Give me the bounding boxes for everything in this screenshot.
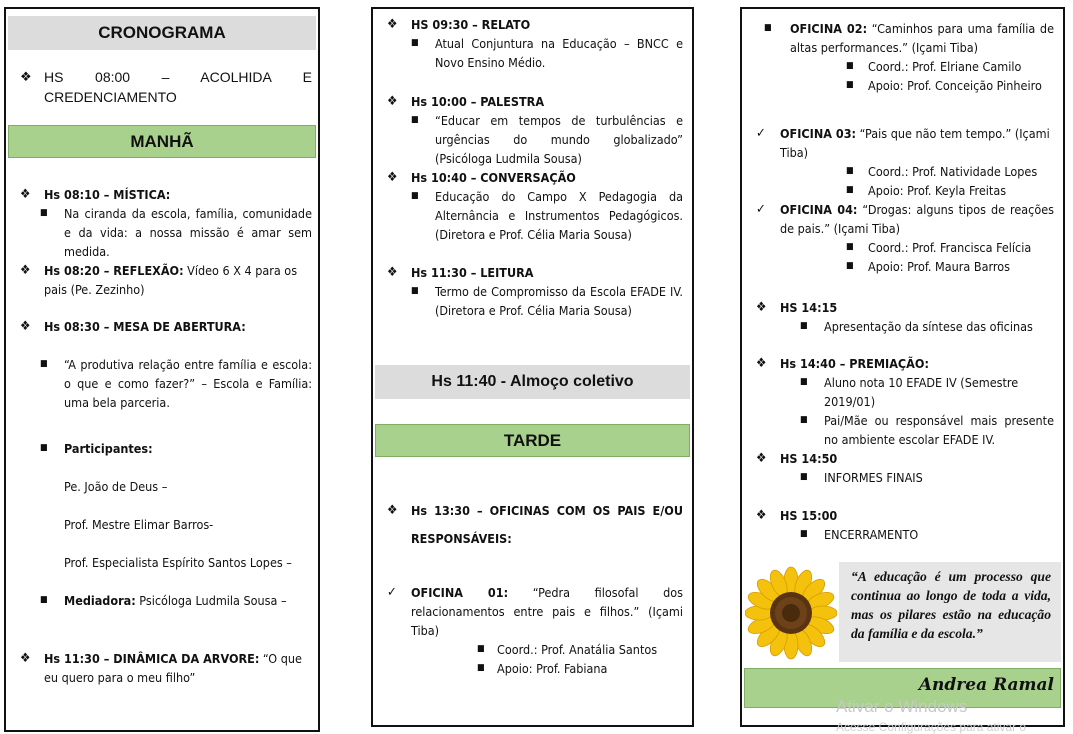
manha-band: MANHÃ [8,125,316,158]
oficina2-coord: Coord.: Prof. Elriane Camilo [868,59,1022,74]
oficina3-label: OFICINA 03: [780,126,857,141]
square-bullet-icon: ■ [477,644,485,654]
square-bullet-icon: ■ [800,377,808,387]
hs1500-text: ENCERRAMENTO [824,527,919,542]
windows-activation-subtext: Acesse Configurações para ativar o [836,720,1027,734]
conversacao-text: Educação do Campo X Pedagogia da Alternância e Instrumentos Pedagógicos. (Diretora e Prof. Célia Maria Sousa) [435,189,683,242]
square-bullet-icon: ■ [40,595,48,605]
square-bullet-icon: ■ [846,185,854,195]
oficina1-apoio: Apoio: Prof. Fabiana [497,661,608,676]
square-bullet-icon: ■ [411,38,419,48]
dinamica-title: Hs 11:30 – DINÂMICA DA ARVORE: [44,651,260,666]
oficina2-item [764,19,1054,95]
reflexao-title: Hs 08:20 – REFLEXÃO: [44,263,184,278]
diamond-bullet-icon: ❖ [756,451,767,466]
square-bullet-icon: ■ [846,242,854,252]
square-bullet-icon: ■ [411,115,419,125]
check-icon: ✓ [387,585,397,600]
square-bullet-icon: ■ [846,80,854,90]
mediadora-text: Psicóloga Ludmila Sousa – [135,593,287,608]
participantes-label: Participantes: [64,441,153,456]
square-bullet-icon: ■ [800,415,808,425]
check-icon: ✓ [756,126,766,141]
hs1450-item [756,449,1054,487]
dinamica-item [20,649,312,687]
tarde-band: TARDE [375,424,690,457]
panel-encerramento [740,7,1065,727]
diamond-bullet-icon: ❖ [756,508,767,523]
relato-text: Atual Conjuntura na Educação – BNCC e Novo Ensino Médio. [435,36,683,70]
square-bullet-icon: ■ [846,166,854,176]
abertura-text: “A produtiva relação entre família e escola: o que e como fazer?” – Escola e Família: uma bela parceria. [64,357,312,410]
square-bullet-icon: ■ [846,61,854,71]
conversacao-title: Hs 10:40 – CONVERSAÇÃO [411,170,576,185]
leitura-title: Hs 11:30 – LEITURA [411,265,534,280]
signature-author: Andrea Ramal [918,675,1054,695]
oficina4-apoio: Apoio: Prof. Maura Barros [868,259,1010,274]
diamond-bullet-icon: ❖ [756,300,767,315]
participantes-item [40,439,312,458]
premiacao-item [756,354,1054,449]
oficina2-apoio: Apoio: Prof. Conceição Pinheiro [868,78,1042,93]
oficina1-label: OFICINA 01: [411,585,509,600]
hs1500-item [756,506,1054,544]
leitura-text: Termo de Compromisso da Escola EFADE IV. (Diretora e Prof. Célia Maria Sousa) [435,284,683,318]
leitura-item [387,263,683,320]
almoco-band: Hs 11:40 - Almoço coletivo [375,365,690,399]
hs1450-title: HS 14:50 [780,451,838,466]
hs1415-title: HS 14:15 [780,300,838,315]
cronograma-title: CRONOGRAMA [8,16,316,50]
hs1500-title: HS 15:00 [780,508,838,523]
oficina3-text: “Pais que não tem tempo.” (Içami Tiba) [780,126,1050,160]
reflexao-text: Vídeo 6 X 4 para os pais (Pe. Zezinho) [44,263,298,297]
participante-2: Prof. Mestre Elimar Barros- [64,517,214,532]
oficina1-coord: Coord.: Prof. Anatália Santos [497,642,658,657]
square-bullet-icon: ■ [411,286,419,296]
palestra-item [387,92,683,168]
dinamica-text: “O que eu quero para o meu filho” [44,651,302,685]
abertura-desc [40,355,312,412]
windows-activation-watermark: Ativar o Windows [836,697,968,716]
square-bullet-icon: ■ [800,472,808,482]
diamond-bullet-icon: ❖ [387,503,398,518]
participante-3: Prof. Especialista Espírito Santos Lopes – [64,555,292,570]
premiacao-title: Hs 14:40 – PREMIAÇÃO: [780,356,929,371]
premiacao-2: Pai/Mãe ou responsável mais presente no ambiente escolar EFADE IV. [824,413,1054,447]
mediadora-label: Mediadora: [64,593,136,608]
palestra-text: “Educar em tempos de turbulências e urgências do mundo globalizado” (Psicóloga Ludmila Sousa) [435,113,683,166]
diamond-bullet-icon: ❖ [20,263,31,278]
diamond-bullet-icon: ❖ [20,187,31,202]
oficina4-item [756,200,1054,276]
participante-1: Pe. João de Deus – [64,479,168,494]
diamond-bullet-icon: ❖ [20,69,32,84]
mistica-text: Na ciranda da escola, família, comunidade e da vida: a nossa missão é amar sem medida. [64,206,312,259]
panel-manha [4,7,320,732]
oficina2-text: “Caminhos para uma família de altas performances.” (Içami Tiba) [790,21,1054,55]
square-bullet-icon: ■ [411,191,419,201]
square-bullet-icon: ■ [40,359,48,369]
hs1415-item [756,298,1054,336]
oficina4-label: OFICINA 04: [780,202,858,217]
diamond-bullet-icon: ❖ [387,265,398,280]
panel-tarde [371,7,694,727]
oficina4-text: “Drogas: alguns tipos de reações de pais.” (Içami Tiba) [780,202,1054,236]
abertura-item [20,317,312,336]
sunflower-icon [745,565,837,661]
diamond-bullet-icon: ❖ [387,94,398,109]
check-icon: ✓ [756,202,766,217]
oficina2-label: OFICINA 02: [790,21,868,36]
acolhida-text: HS 08:00 – ACOLHIDA E CREDENCIAMENTO [44,69,312,105]
oficinas-item [387,497,683,553]
square-bullet-icon: ■ [764,23,772,33]
square-bullet-icon: ■ [477,663,485,673]
hs1415-text: Apresentação da síntese das oficinas [824,319,1033,334]
relato-title: HS 09:30 – RELATO [411,17,531,32]
relato-item [387,15,683,72]
palestra-title: Hs 10:00 – PALESTRA [411,94,545,109]
reflexao-item [20,261,312,299]
oficina3-item [756,124,1054,200]
oficina4-coord: Coord.: Prof. Francisca Felícia [868,240,1032,255]
mistica-item [20,185,312,261]
diamond-bullet-icon: ❖ [20,651,31,666]
conversacao-item [387,168,683,244]
oficina3-apoio: Apoio: Prof. Keyla Freitas [868,183,1007,198]
quote-text: “A educação é um processo que continua ao longo de toda a vida, mas os pilares estão na educação da família e da escola.” [839,562,1061,662]
diamond-bullet-icon: ❖ [387,17,398,32]
square-bullet-icon: ■ [40,208,48,218]
square-bullet-icon: ■ [846,261,854,271]
oficina1-text: “Pedra filosofal dos relacionamentos entre pais e filhos.” (Içami Tiba) [411,585,683,638]
hs1450-text: INFORMES FINAIS [824,470,923,485]
diamond-bullet-icon: ❖ [756,356,767,371]
acolhida-item [20,67,312,107]
oficinas-title: Hs 13:30 – OFICINAS COM OS PAIS E/OU RESPONSÁVEIS: [411,503,683,546]
square-bullet-icon: ■ [800,529,808,539]
square-bullet-icon: ■ [800,321,808,331]
oficina1-item [387,583,683,678]
oficina3-coord: Coord.: Prof. Natividade Lopes [868,164,1038,179]
abertura-title: Hs 08:30 – MESA DE ABERTURA: [44,319,246,334]
mistica-title: Hs 08:10 – MÍSTICA: [44,187,171,202]
mediadora-item [40,591,312,610]
square-bullet-icon: ■ [40,443,48,453]
diamond-bullet-icon: ❖ [387,170,398,185]
diamond-bullet-icon: ❖ [20,319,31,334]
premiacao-1: Aluno nota 10 EFADE IV (Semestre 2019/01) [824,375,1019,409]
